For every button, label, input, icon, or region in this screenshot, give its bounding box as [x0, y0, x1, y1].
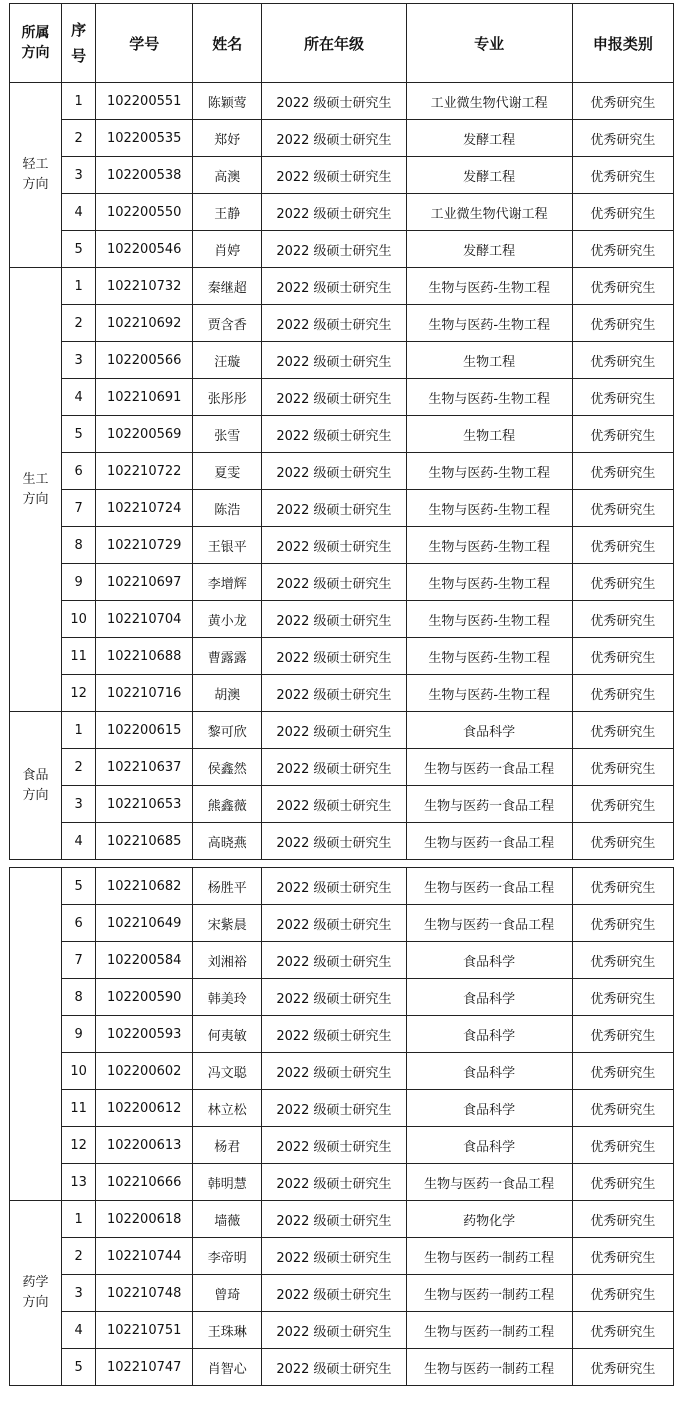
name-cell: 墙薇: [193, 1201, 262, 1238]
grade-cell: 2022 级硕士研究生: [262, 231, 406, 268]
type-cell: 优秀研究生: [572, 379, 673, 416]
group-label-line1: 轻工: [22, 157, 49, 172]
group-label: [10, 1201, 62, 1386]
group-label-line2: 方向: [22, 1295, 49, 1310]
major-cell: 生物与医药-生物工程: [406, 638, 572, 675]
name-cell: 贾含香: [193, 305, 262, 342]
name-cell: 陈颖莺: [193, 83, 262, 120]
major-cell: 食品科学: [406, 1053, 572, 1090]
grade-cell: 2022 级硕士研究生: [262, 453, 406, 490]
table-row: [10, 1090, 674, 1127]
grade-cell: 2022 级硕士研究生: [262, 305, 406, 342]
student-id-cell: 102210729: [96, 527, 193, 564]
type-cell: 优秀研究生: [572, 490, 673, 527]
student-id-cell: 102200612: [96, 1090, 193, 1127]
name-cell: 杨君: [193, 1127, 262, 1164]
table-row: [10, 305, 674, 342]
group-label-line2: 方向: [22, 787, 49, 803]
grade-cell: 2022 级硕士研究生: [262, 564, 406, 601]
seq-cell: 6: [62, 453, 96, 490]
table-row: [10, 120, 674, 157]
type-cell: 优秀研究生: [572, 1275, 673, 1312]
table-row: [10, 1349, 674, 1386]
seq-cell: 7: [62, 942, 96, 979]
table-row: [10, 868, 674, 905]
type-cell: 优秀研究生: [572, 786, 673, 823]
header-direction: [10, 4, 62, 83]
name-cell: 王珠琳: [193, 1312, 262, 1349]
table-row: [10, 157, 674, 194]
seq-cell: 5: [62, 416, 96, 453]
seq-cell: 6: [62, 905, 96, 942]
student-id-cell: 102200618: [96, 1201, 193, 1238]
name-cell: 胡澳: [193, 675, 262, 712]
student-id-cell: 102200584: [96, 942, 193, 979]
grade-cell: 2022 级硕士研究生: [262, 905, 406, 942]
student-id-cell: 102210747: [96, 1349, 193, 1386]
student-id-cell: 102200550: [96, 194, 193, 231]
type-cell: 优秀研究生: [572, 305, 673, 342]
name-cell: 宋紫晨: [193, 905, 262, 942]
type-cell: 优秀研究生: [572, 1053, 673, 1090]
student-id-cell: 102210716: [96, 675, 193, 712]
student-id-cell: 102200546: [96, 231, 193, 268]
type-cell: 优秀研究生: [572, 1127, 673, 1164]
header-student-id: 学号: [96, 4, 193, 83]
seq-cell: 4: [62, 823, 96, 860]
table-row: [10, 1312, 674, 1349]
name-cell: 何夷敏: [193, 1016, 262, 1053]
name-cell: 韩明慧: [193, 1164, 262, 1201]
name-cell: 王静: [193, 194, 262, 231]
table-row: [10, 342, 674, 379]
grade-cell: 2022 级硕士研究生: [262, 979, 406, 1016]
group-label-line1: 生工: [22, 471, 49, 487]
table-row: [10, 1053, 674, 1090]
major-cell: 药物化学: [406, 1201, 572, 1238]
student-id-cell: 102210751: [96, 1312, 193, 1349]
name-cell: 黎可欣: [193, 712, 262, 749]
group-label-line2: 方向: [22, 177, 49, 192]
name-cell: 李增辉: [193, 564, 262, 601]
type-cell: 优秀研究生: [572, 868, 673, 905]
student-id-cell: 102210653: [96, 786, 193, 823]
table-row: [10, 83, 674, 120]
major-cell: 工业微生物代谢工程: [406, 83, 572, 120]
student-id-cell: 102210697: [96, 564, 193, 601]
name-cell: 冯文聪: [193, 1053, 262, 1090]
grade-cell: 2022 级硕士研究生: [262, 1164, 406, 1201]
grade-cell: 2022 级硕士研究生: [262, 675, 406, 712]
seq-cell: 12: [62, 1127, 96, 1164]
table-row: [10, 453, 674, 490]
table-row: [10, 564, 674, 601]
major-cell: 发酵工程: [406, 231, 572, 268]
type-cell: 优秀研究生: [572, 342, 673, 379]
major-cell: 生物与医药一食品工程: [406, 905, 572, 942]
seq-cell: 8: [62, 979, 96, 1016]
name-cell: 曾琦: [193, 1275, 262, 1312]
group-label: [10, 268, 62, 712]
major-cell: 生物与医药-生物工程: [406, 379, 572, 416]
seq-cell: 10: [62, 1053, 96, 1090]
major-cell: 生物与医药一食品工程: [406, 868, 572, 905]
grade-cell: 2022 级硕士研究生: [262, 379, 406, 416]
grade-cell: 2022 级硕士研究生: [262, 1238, 406, 1275]
table-row: [10, 1201, 674, 1238]
name-cell: 高晓燕: [193, 823, 262, 860]
seq-cell: 1: [62, 268, 96, 305]
group-label-line1: 药学: [22, 1275, 49, 1290]
student-id-cell: 102200613: [96, 1127, 193, 1164]
student-id-cell: 102200551: [96, 83, 193, 120]
table-row: [10, 490, 674, 527]
name-cell: 陈浩: [193, 490, 262, 527]
student-id-cell: 102200615: [96, 712, 193, 749]
table-row: [10, 601, 674, 638]
major-cell: 发酵工程: [406, 157, 572, 194]
seq-cell: 3: [62, 1275, 96, 1312]
type-cell: 优秀研究生: [572, 675, 673, 712]
type-cell: 优秀研究生: [572, 823, 673, 860]
grade-cell: 2022 级硕士研究生: [262, 601, 406, 638]
seq-cell: 2: [62, 1238, 96, 1275]
seq-cell: 13: [62, 1164, 96, 1201]
major-cell: 生物与医药-生物工程: [406, 675, 572, 712]
table-row: [10, 979, 674, 1016]
grade-cell: 2022 级硕士研究生: [262, 268, 406, 305]
name-cell: 黄小龙: [193, 601, 262, 638]
seq-cell: 8: [62, 527, 96, 564]
major-cell: 生物与医药一食品工程: [406, 749, 572, 786]
seq-cell: 4: [62, 1312, 96, 1349]
table-row: [10, 905, 674, 942]
name-cell: 肖智心: [193, 1349, 262, 1386]
name-cell: 高澳: [193, 157, 262, 194]
type-cell: 优秀研究生: [572, 979, 673, 1016]
grade-cell: 2022 级硕士研究生: [262, 120, 406, 157]
type-cell: 优秀研究生: [572, 453, 673, 490]
major-cell: 工业微生物代谢工程: [406, 194, 572, 231]
table-row: [10, 638, 674, 675]
header-grade: 所在年级: [262, 4, 406, 83]
name-cell: 汪璇: [193, 342, 262, 379]
name-cell: 张雪: [193, 416, 262, 453]
major-cell: 生物与医药-生物工程: [406, 527, 572, 564]
seq-cell: 2: [62, 749, 96, 786]
table-row: [10, 1127, 674, 1164]
major-cell: 食品科学: [406, 1016, 572, 1053]
seq-cell: 2: [62, 120, 96, 157]
type-cell: 优秀研究生: [572, 527, 673, 564]
type-cell: 优秀研究生: [572, 905, 673, 942]
major-cell: 生物与医药一制药工程: [406, 1238, 572, 1275]
group-label-line2: 方向: [22, 491, 49, 507]
seq-cell: 9: [62, 1016, 96, 1053]
seq-cell: 5: [62, 1349, 96, 1386]
table-row: [10, 1275, 674, 1312]
table-body-part1: [10, 83, 674, 860]
grade-cell: 2022 级硕士研究生: [262, 1127, 406, 1164]
student-table-part2: [9, 867, 674, 1386]
name-cell: 刘湘裕: [193, 942, 262, 979]
student-id-cell: 102210637: [96, 749, 193, 786]
major-cell: 食品科学: [406, 979, 572, 1016]
name-cell: 肖婷: [193, 231, 262, 268]
grade-cell: 2022 级硕士研究生: [262, 1275, 406, 1312]
name-cell: 张彤彤: [193, 379, 262, 416]
seq-cell: 9: [62, 564, 96, 601]
type-cell: 优秀研究生: [572, 1016, 673, 1053]
name-cell: 秦继超: [193, 268, 262, 305]
grade-cell: 2022 级硕士研究生: [262, 1053, 406, 1090]
type-cell: 优秀研究生: [572, 1238, 673, 1275]
major-cell: 生物与医药-生物工程: [406, 564, 572, 601]
type-cell: 优秀研究生: [572, 268, 673, 305]
group-label: [10, 83, 62, 268]
grade-cell: 2022 级硕士研究生: [262, 786, 406, 823]
seq-cell: 4: [62, 379, 96, 416]
major-cell: 食品科学: [406, 942, 572, 979]
student-id-cell: 102210748: [96, 1275, 193, 1312]
table-row: [10, 942, 674, 979]
grade-cell: 2022 级硕士研究生: [262, 157, 406, 194]
major-cell: 生物与医药一食品工程: [406, 1164, 572, 1201]
type-cell: 优秀研究生: [572, 601, 673, 638]
table-row: [10, 749, 674, 786]
seq-cell: 1: [62, 1201, 96, 1238]
student-id-cell: 102210682: [96, 868, 193, 905]
type-cell: 优秀研究生: [572, 194, 673, 231]
table-row: [10, 1164, 674, 1201]
header-name: 姓名: [193, 4, 262, 83]
student-id-cell: 102210732: [96, 268, 193, 305]
type-cell: 优秀研究生: [572, 942, 673, 979]
seq-cell: 11: [62, 638, 96, 675]
grade-cell: 2022 级硕士研究生: [262, 416, 406, 453]
group-label-continued: [10, 868, 62, 1201]
name-cell: 林立松: [193, 1090, 262, 1127]
grade-cell: 2022 级硕士研究生: [262, 712, 406, 749]
header-seq: [62, 4, 96, 83]
grade-cell: 2022 级硕士研究生: [262, 1312, 406, 1349]
name-cell: 夏雯: [193, 453, 262, 490]
name-cell: 曹露露: [193, 638, 262, 675]
type-cell: 优秀研究生: [572, 1164, 673, 1201]
student-id-cell: 102200602: [96, 1053, 193, 1090]
header-row: [10, 4, 674, 83]
student-id-cell: 102210688: [96, 638, 193, 675]
major-cell: 生物与医药-生物工程: [406, 268, 572, 305]
group-label: [10, 712, 62, 860]
table-row: [10, 231, 674, 268]
seq-cell: 7: [62, 490, 96, 527]
major-cell: 生物与医药-生物工程: [406, 453, 572, 490]
name-cell: 郑妤: [193, 120, 262, 157]
type-cell: 优秀研究生: [572, 83, 673, 120]
major-cell: 生物与医药一制药工程: [406, 1312, 572, 1349]
seq-cell: 5: [62, 868, 96, 905]
student-id-cell: 102210649: [96, 905, 193, 942]
grade-cell: 2022 级硕士研究生: [262, 868, 406, 905]
major-cell: 生物与医药一食品工程: [406, 823, 572, 860]
student-id-cell: 102200569: [96, 416, 193, 453]
type-cell: 优秀研究生: [572, 1312, 673, 1349]
table-row: [10, 416, 674, 453]
grade-cell: 2022 级硕士研究生: [262, 1090, 406, 1127]
table-row: [10, 675, 674, 712]
major-cell: 食品科学: [406, 1127, 572, 1164]
header-seq-line1: 序: [71, 21, 87, 39]
student-id-cell: 102200593: [96, 1016, 193, 1053]
table-row: [10, 712, 674, 749]
major-cell: 生物与医药-生物工程: [406, 490, 572, 527]
name-cell: 王银平: [193, 527, 262, 564]
type-cell: 优秀研究生: [572, 1090, 673, 1127]
student-id-cell: 102200566: [96, 342, 193, 379]
student-table-part1: [9, 3, 674, 860]
type-cell: 优秀研究生: [572, 231, 673, 268]
student-id-cell: 102200535: [96, 120, 193, 157]
major-cell: 生物与医药一制药工程: [406, 1349, 572, 1386]
seq-cell: 5: [62, 231, 96, 268]
grade-cell: 2022 级硕士研究生: [262, 1201, 406, 1238]
major-cell: 生物工程: [406, 416, 572, 453]
grade-cell: 2022 级硕士研究生: [262, 342, 406, 379]
grade-cell: 2022 级硕士研究生: [262, 83, 406, 120]
major-cell: 食品科学: [406, 1090, 572, 1127]
header-major: 专业: [406, 4, 572, 83]
major-cell: 发酵工程: [406, 120, 572, 157]
table-row: [10, 1016, 674, 1053]
type-cell: 优秀研究生: [572, 157, 673, 194]
grade-cell: 2022 级硕士研究生: [262, 823, 406, 860]
name-cell: 李帝明: [193, 1238, 262, 1275]
seq-cell: 11: [62, 1090, 96, 1127]
student-id-cell: 102210704: [96, 601, 193, 638]
header-direction-line2: 方向: [21, 45, 50, 61]
type-cell: 优秀研究生: [572, 1349, 673, 1386]
seq-cell: 12: [62, 675, 96, 712]
name-cell: 韩美玲: [193, 979, 262, 1016]
table-row: [10, 527, 674, 564]
major-cell: 生物工程: [406, 342, 572, 379]
major-cell: 生物与医药-生物工程: [406, 305, 572, 342]
type-cell: 优秀研究生: [572, 712, 673, 749]
seq-cell: 1: [62, 83, 96, 120]
seq-cell: 3: [62, 342, 96, 379]
name-cell: 侯鑫然: [193, 749, 262, 786]
table-row: [10, 1238, 674, 1275]
grade-cell: 2022 级硕士研究生: [262, 490, 406, 527]
name-cell: 熊鑫薇: [193, 786, 262, 823]
student-id-cell: 102210691: [96, 379, 193, 416]
table-row: [10, 379, 674, 416]
name-cell: 杨胜平: [193, 868, 262, 905]
student-id-cell: 102210724: [96, 490, 193, 527]
grade-cell: 2022 级硕士研究生: [262, 1349, 406, 1386]
header-type: 申报类别: [572, 4, 673, 83]
seq-cell: 10: [62, 601, 96, 638]
grade-cell: 2022 级硕士研究生: [262, 749, 406, 786]
grade-cell: 2022 级硕士研究生: [262, 1016, 406, 1053]
student-id-cell: 102210666: [96, 1164, 193, 1201]
group-label-line1: 食品: [22, 767, 49, 783]
grade-cell: 2022 级硕士研究生: [262, 527, 406, 564]
header-direction-line1: 所属: [21, 25, 50, 41]
table-row: [10, 823, 674, 860]
major-cell: 生物与医药一制药工程: [406, 1275, 572, 1312]
table-row: [10, 268, 674, 305]
major-cell: 生物与医药一食品工程: [406, 786, 572, 823]
type-cell: 优秀研究生: [572, 416, 673, 453]
grade-cell: 2022 级硕士研究生: [262, 194, 406, 231]
type-cell: 优秀研究生: [572, 120, 673, 157]
table-body-part2: [10, 868, 674, 1386]
header-seq-line2: 号: [71, 47, 87, 65]
seq-cell: 4: [62, 194, 96, 231]
student-id-cell: 102210685: [96, 823, 193, 860]
seq-cell: 2: [62, 305, 96, 342]
seq-cell: 3: [62, 157, 96, 194]
type-cell: 优秀研究生: [572, 564, 673, 601]
table-row: [10, 194, 674, 231]
student-id-cell: 102210722: [96, 453, 193, 490]
type-cell: 优秀研究生: [572, 749, 673, 786]
table-row: [10, 786, 674, 823]
major-cell: 生物与医药-生物工程: [406, 601, 572, 638]
type-cell: 优秀研究生: [572, 1201, 673, 1238]
student-id-cell: 102210692: [96, 305, 193, 342]
major-cell: 食品科学: [406, 712, 572, 749]
seq-cell: 1: [62, 712, 96, 749]
student-id-cell: 102210744: [96, 1238, 193, 1275]
student-id-cell: 102200538: [96, 157, 193, 194]
type-cell: 优秀研究生: [572, 638, 673, 675]
grade-cell: 2022 级硕士研究生: [262, 942, 406, 979]
grade-cell: 2022 级硕士研究生: [262, 638, 406, 675]
seq-cell: 3: [62, 786, 96, 823]
student-id-cell: 102200590: [96, 979, 193, 1016]
